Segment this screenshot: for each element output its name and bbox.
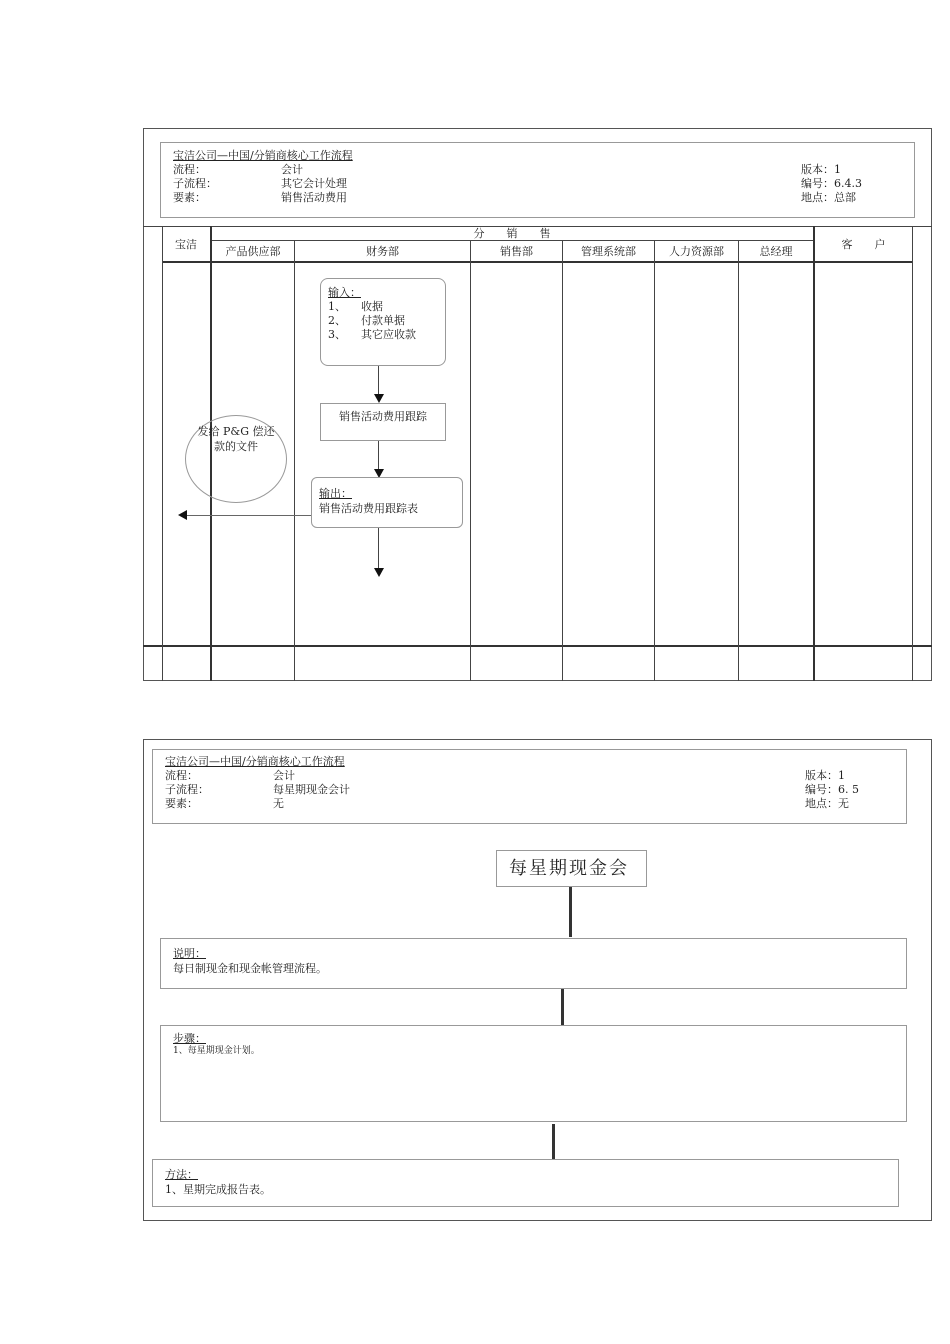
number-label: 编号：6. 5 [805,783,859,796]
process-value: 会计 [273,769,295,782]
location-label: 地点：无 [805,797,849,810]
process-label: 流程： [173,163,206,176]
column-sales: 销售部 [500,245,533,258]
column-customer: 客 户 [841,238,886,251]
process-title-box [496,850,647,887]
input-1: 收据 [361,300,383,313]
connector-line [187,515,311,516]
input-title: 输入： [328,286,361,299]
connector-line [378,528,379,568]
connector-line [378,366,379,394]
steps-title: 步骤： [173,1032,206,1045]
version-label: 版本：1 [805,769,845,782]
output-title: 输出： [319,487,352,500]
subprocess-value: 每星期现金会计 [273,783,350,796]
process-value: 会计 [281,163,303,176]
process-label: 销售活动费用跟踪 [339,410,427,423]
arrow-down-icon [374,394,384,403]
column-pg: 宝洁 [175,238,197,251]
method-text: 1、星期完成报告表。 [165,1183,271,1196]
connector-line [561,989,564,1025]
column-distributor: 分 销 售 [473,227,551,240]
column-finance: 财务部 [366,245,399,258]
element-label: 要素： [165,797,198,810]
element-value: 无 [273,797,284,810]
method-box [152,1159,899,1207]
location-label: 地点：总部 [801,191,856,204]
steps-text: 1、每星期现金计划。 [173,1046,260,1056]
arrow-down-icon [374,568,384,577]
output-value: 销售活动费用跟踪表 [319,502,418,515]
subprocess-value: 其它会计处理 [281,177,347,190]
column-mis: 管理系统部 [581,245,636,258]
document-line-1: 发给 P&G 偿还 [197,425,275,438]
column-hr: 人力资源部 [669,245,724,258]
number-label: 编号：6.4.3 [801,177,862,190]
input-box [320,278,446,366]
output-box [311,477,463,528]
version-label: 版本：1 [801,163,841,176]
document-line-2: 款的文件 [214,440,258,453]
process-title: 每星期现金会 [509,858,629,879]
element-label: 要素： [173,191,206,204]
input-3: 其它应收款 [361,328,416,341]
document-circle [185,415,287,503]
header-box-1 [160,142,915,218]
element-value: 销售活动费用 [281,191,347,204]
method-title: 方法： [165,1168,198,1181]
connector-line [378,441,379,469]
input-2-num: 2、 [328,314,346,327]
doc-title: 宝洁公司—中国/分销商核心工作流程 [165,755,345,768]
header-box-2 [152,749,907,824]
description-text: 每日制现金和现金帐管理流程。 [173,962,327,975]
column-gm: 总经理 [759,245,793,258]
doc-title: 宝洁公司—中国/分销商核心工作流程 [173,149,353,162]
arrow-left-icon [178,510,187,520]
connector-line [552,1124,555,1159]
input-2: 付款单据 [361,314,405,327]
subprocess-label: 子流程： [165,783,209,796]
input-3-num: 3、 [328,328,346,341]
connector-line [569,887,572,937]
input-1-num: 1、 [328,300,346,313]
subprocess-label: 子流程： [173,177,217,190]
column-supply: 产品供应部 [225,245,281,258]
process-label: 流程： [165,769,198,782]
description-box [160,938,907,989]
description-title: 说明： [173,947,206,960]
process-box [320,403,446,441]
steps-box [160,1025,907,1122]
